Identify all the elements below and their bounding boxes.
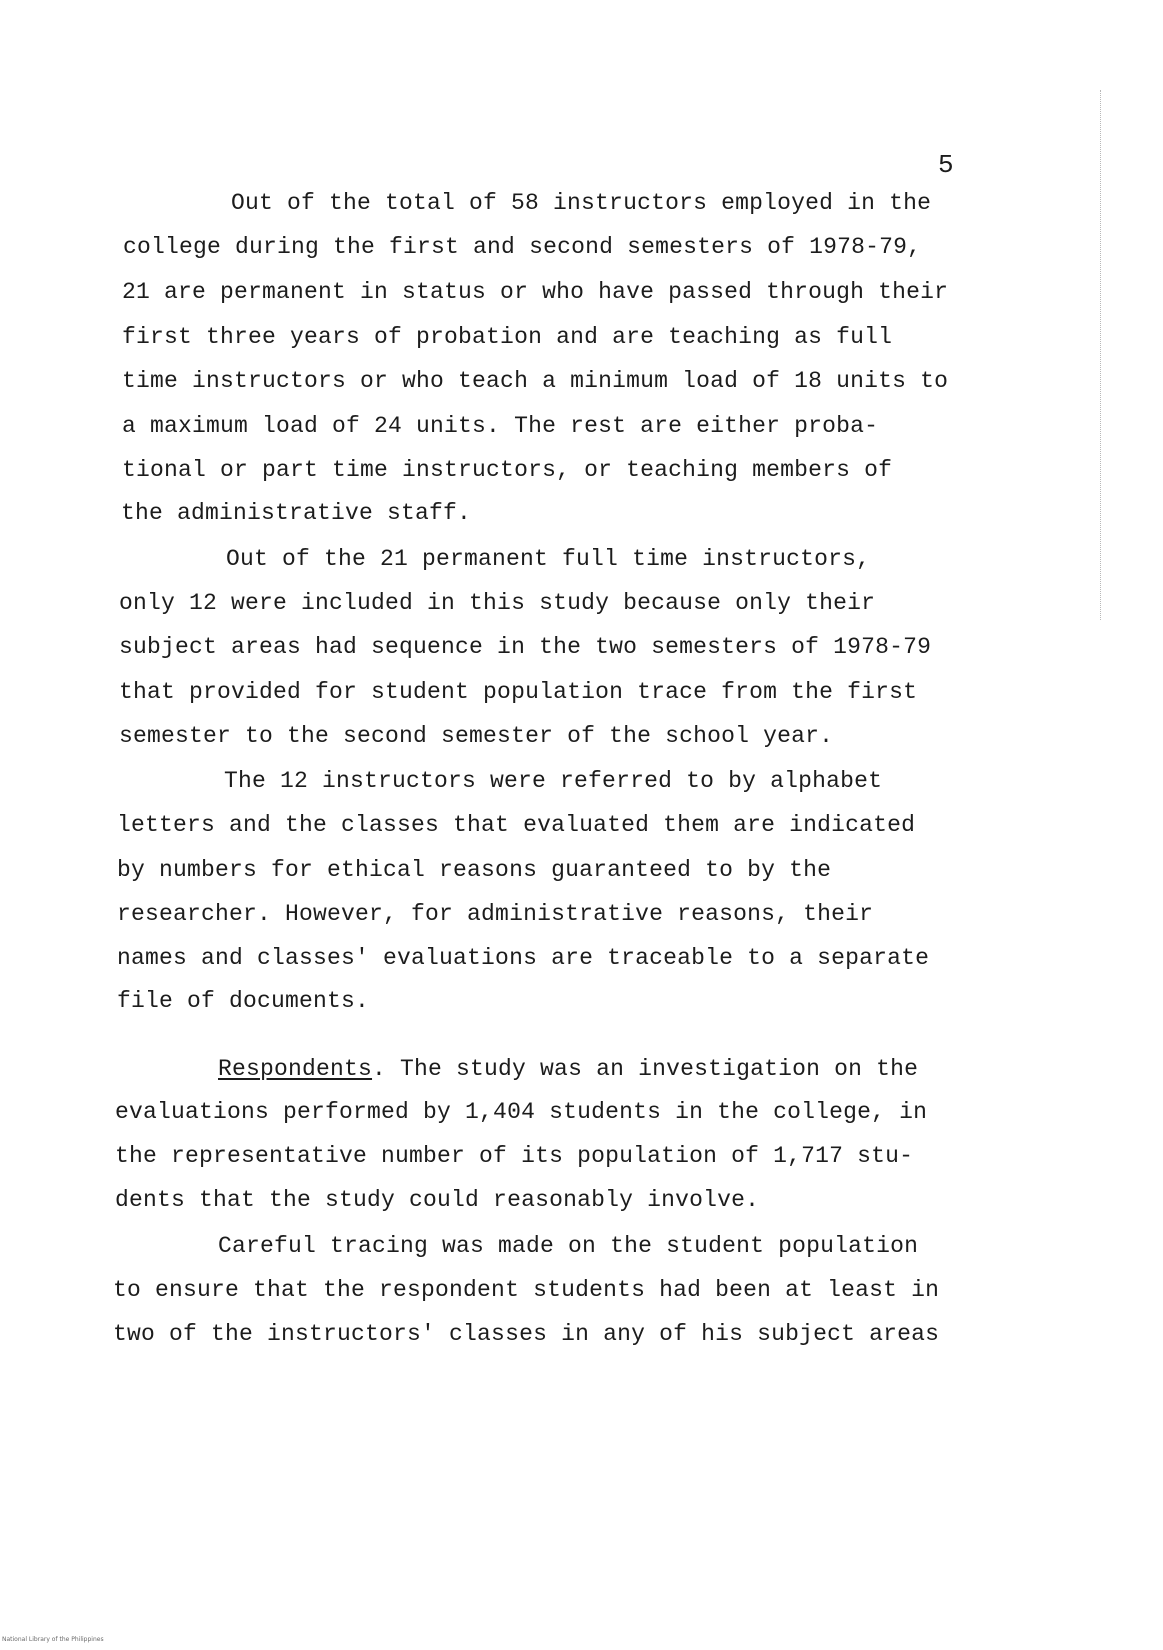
text-line: time instructors or who teach a minimum load of 18 units to [122,368,949,394]
text-line: two of the instructors' classes in any of his subject areas [113,1321,940,1347]
text-span: . The study was an investigation on the [372,1056,919,1082]
text-line: only 12 were included in this study because only their [119,590,876,616]
text-line: researcher. However, for administrative reasons, their [117,901,874,927]
text-line: Out of the total of 58 instructors employed in the [231,190,932,216]
text-line: semester to the second semester of the school year. [119,723,834,749]
text-line: letters and the classes that evaluated them are indicated [117,812,916,838]
text-line: tional or part time instructors, or teaching members of [122,457,893,483]
text-line: Careful tracing was made on the student population [218,1233,919,1259]
margin-scan-marks [1100,90,1101,620]
text-line: The 12 instructors were referred to by alphabet [224,768,883,794]
text-line: names and classes' evaluations are traceable to a separate [117,945,930,971]
text-line: evaluations performed by 1,404 students in the college, in [115,1099,928,1125]
text-line: college during the first and second semesters of 1978-79, [123,234,922,260]
text-line: to ensure that the respondent students had been at least in [113,1277,940,1303]
respondents-first-line [218,1056,918,1082]
text-line: dents that the study could reasonably involve. [115,1187,760,1213]
text-line: the administrative staff. [121,500,472,526]
text-line: that provided for student population trace from the first [119,679,918,705]
text-line: file of documents. [117,988,370,1014]
page-number: 5 [938,150,954,180]
section-heading-respondents: Respondents [218,1056,373,1082]
text-line: a maximum load of 24 units. The rest are either proba- [122,413,879,439]
text-line: Out of the 21 permanent full time instructors, [226,546,871,572]
text-line: by numbers for ethical reasons guaranteed to by the [117,857,832,883]
text-line: first three years of probation and are teaching as full [122,324,893,350]
scan-footer: National Library of the Philippines [2,1636,104,1643]
text-line: the representative number of its population of 1,717 stu- [115,1143,914,1169]
text-line: subject areas had sequence in the two semesters of 1978-79 [119,634,932,660]
text-line: 21 are permanent in status or who have passed through their [122,279,949,305]
